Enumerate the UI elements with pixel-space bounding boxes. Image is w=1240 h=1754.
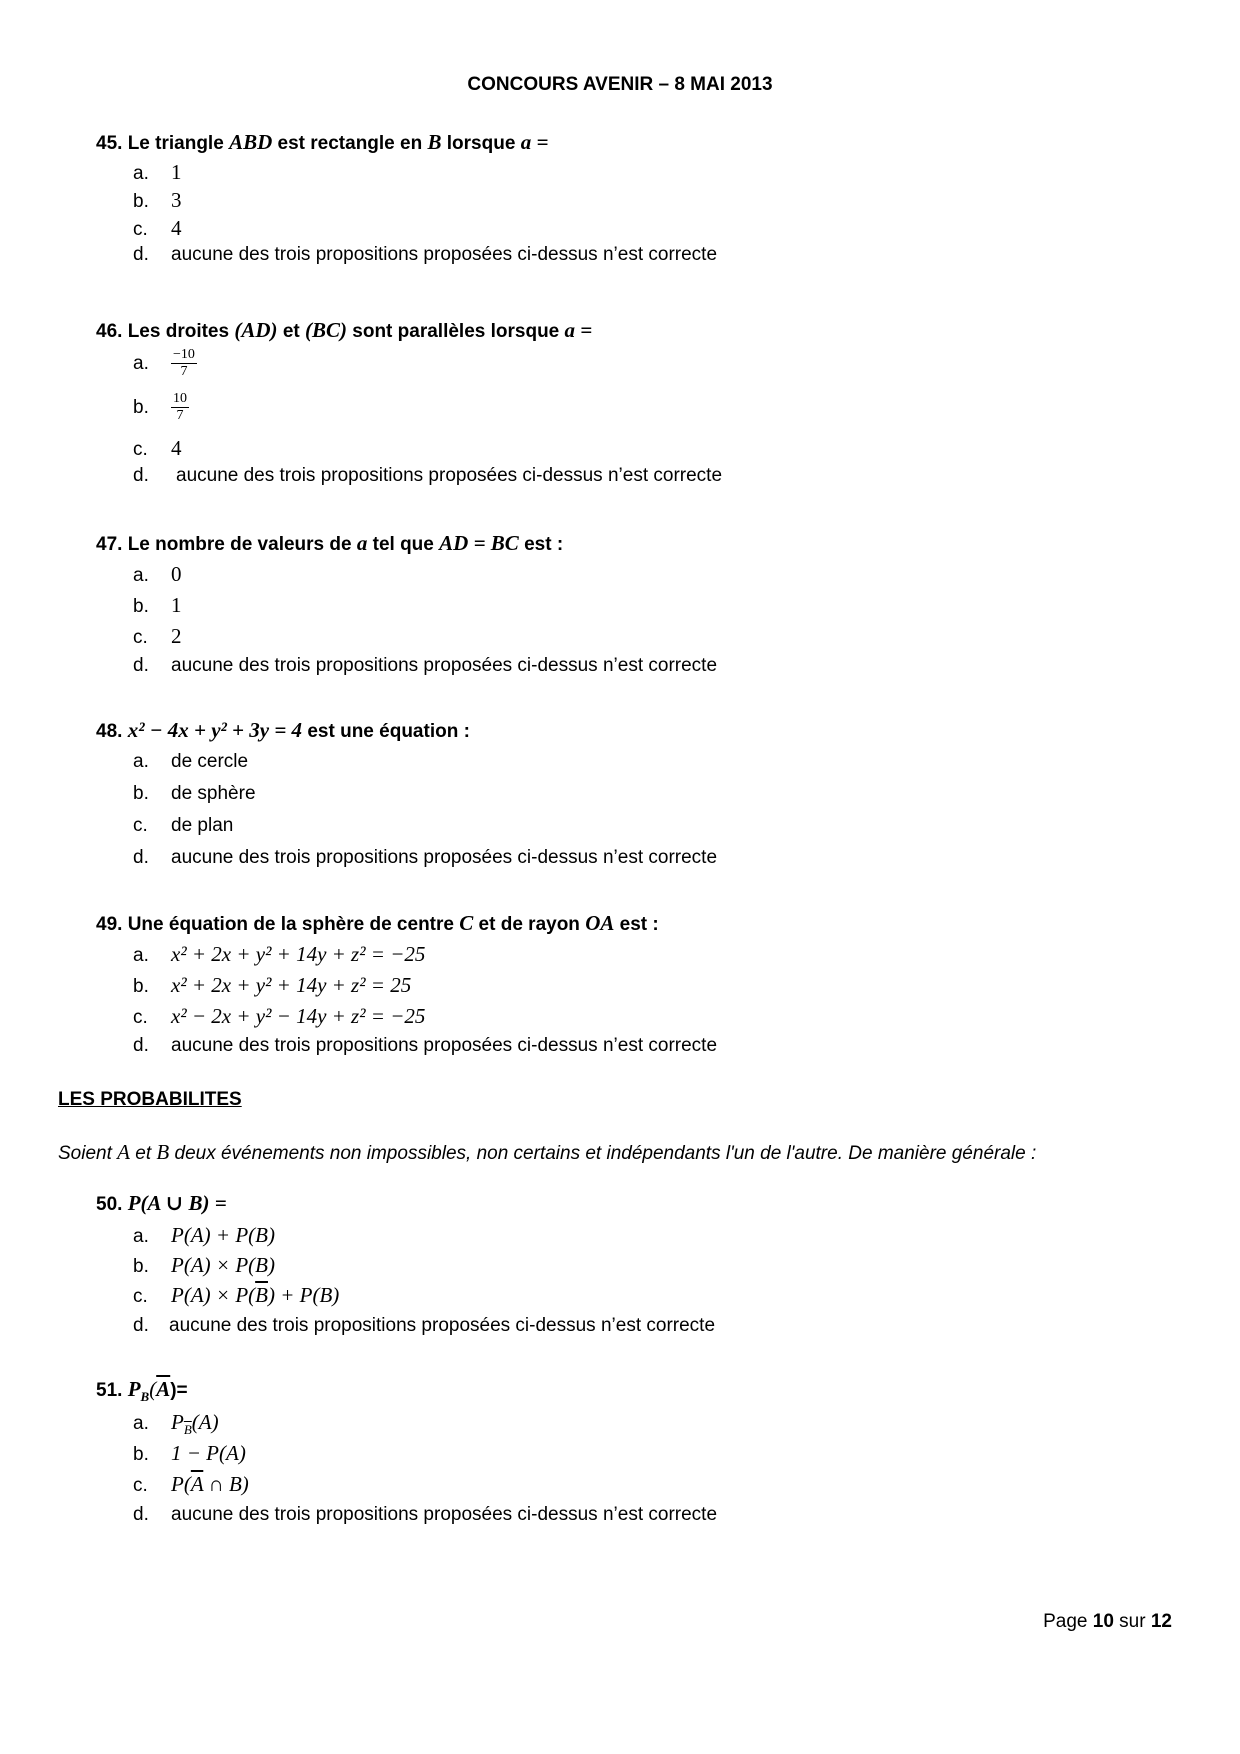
page-number: Page 10 sur 12 [1043, 1611, 1172, 1632]
intro-text: Soient A et B deux événements non impossibles, non certains et indépendants l'un de l'autre. De manière générale : [58, 1140, 1037, 1164]
question-50: 50. P(A ∪ B) = [96, 1191, 227, 1215]
option-47b: b. 1 [133, 593, 182, 617]
option-46d: d. aucune des trois propositions proposées ci-dessus n’est correcte [133, 465, 723, 486]
option-51c: c. $P(\overline{A}$ ∩ B) [133, 1472, 249, 1496]
question-51: 51. $P_B(\overline{A})=$ [96, 1377, 188, 1405]
option-49b: b. x² + 2x + y² + 14y + z² = 25 [133, 973, 412, 997]
option-46a: a. $\frac{-10}{7}$ [133, 347, 195, 379]
option-48d: d. aucune des trois propositions proposées ci-dessus n’est correcte [133, 847, 718, 868]
option-50c: c. $P(A) \times P(\overline{B}) + P(B)$ [133, 1283, 340, 1307]
option-51a: a. $P_{\overline{B}}(A)$ [133, 1410, 219, 1438]
option-48a: a. de cercle [133, 751, 249, 772]
question-45: 45. Le triangle ABD est rectangle en B lorsque a = [96, 130, 549, 154]
option-46b: b. $\frac{10}{7}$ [133, 391, 187, 423]
option-49a: a. x² + 2x + y² + 14y + z² = −25 [133, 942, 426, 966]
option-47a: a. 0 [133, 562, 182, 586]
option-50a: a. P(A) + P(B) [133, 1223, 275, 1247]
option-49c: c. x² − 2x + y² − 14y + z² = −25 [133, 1004, 426, 1028]
option-50b: b. P(A) × P(B) [133, 1253, 275, 1277]
option-45b: b. 3 [133, 188, 182, 212]
question-47: 47. Le nombre de valeurs de a tel que AD = BC est : [96, 531, 564, 555]
option-45d: d. aucune des trois propositions proposées ci-dessus n’est correcte [133, 244, 718, 265]
option-48b: b. de sphère [133, 783, 256, 804]
option-45c: c. 4 [133, 216, 182, 240]
option-45a: a. 1 [133, 160, 182, 184]
option-49d: d. aucune des trois propositions proposées ci-dessus n’est correcte [133, 1035, 718, 1056]
page-header: CONCOURS AVENIR – 8 MAI 2013 [467, 74, 773, 95]
option-50d: d. aucune des trois propositions proposées ci-dessus n’est correcte [133, 1315, 716, 1336]
option-48c: c. de plan [133, 815, 234, 836]
option-51d: d. aucune des trois propositions proposées ci-dessus n’est correcte [133, 1504, 718, 1525]
section-title: LES PROBABILITES [58, 1089, 242, 1110]
question-48: 48. x² − 4x + y² + 3y = 4 est une équation : [96, 718, 470, 742]
option-46c: c. 4 [133, 436, 182, 460]
option-47c: c. 2 [133, 624, 182, 648]
question-46: 46. Les droites (AD) et (BC) sont parallèles lorsque a = [96, 318, 593, 342]
option-51b: b. 1 − P(A) [133, 1441, 246, 1465]
question-49: 49. Une équation de la sphère de centre C et de rayon OA est : [96, 911, 659, 935]
option-47d: d. aucune des trois propositions proposées ci-dessus n’est correcte [133, 655, 718, 676]
